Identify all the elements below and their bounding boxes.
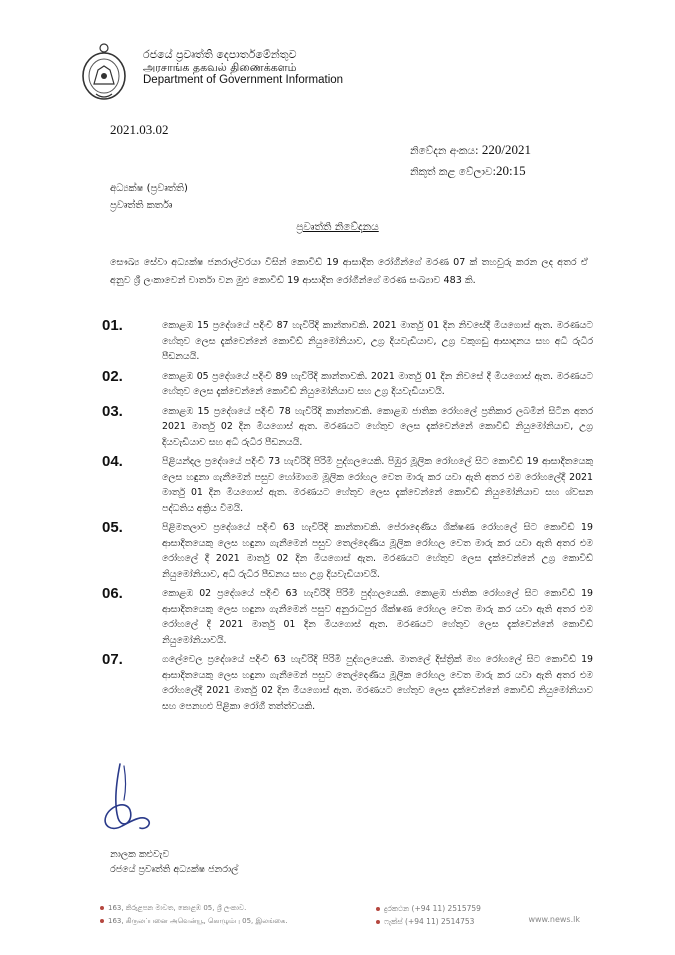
release-meta <box>410 140 580 182</box>
list-item <box>102 317 593 365</box>
case-number: 05. <box>102 519 123 536</box>
list-item <box>102 367 593 400</box>
release-number-value: 220/2021 <box>481 142 531 157</box>
footer-address <box>100 902 288 928</box>
case-number: 07. <box>102 651 123 668</box>
signatory-name: නාලක කළුවැව <box>110 849 170 860</box>
document-heading: ප්‍රවෘත්ති නිවේදනය <box>296 221 379 233</box>
website-link[interactable]: www.news.lk <box>528 915 580 924</box>
bullet-icon <box>376 907 380 911</box>
release-time-label: නිකුත් කළ වේලාව: <box>410 166 497 178</box>
list-item <box>102 519 593 582</box>
bullet-icon <box>100 906 104 910</box>
release-time <box>410 161 580 182</box>
case-text: පිළිමතලාව ප්‍රදේශයේ පදිංචි 63 හැවිරිදි කාන්තාවකි. පේරාදෙණිය ශික්ෂණ රෝහලේ සිට කොවිඩ් 19 ආසාදිතයෙකු ලෙස හඳුනා ගැනීමෙන් පසුව තෙල්දෙණිය මූලික රෝහල වෙත මාරු කර යවා ඇති අතර එම රෝහලේ දී 2021 මාර්තු 02 දින මියගොස් ඇත. මරණයට හේතුව ලෙස දැක්වෙන්නේ උග්‍ර කොවිඩ් නියුමෝනියාව, අධි රුධිර පීඩනය සහ උග්‍ර දියවැඩියාවයි. <box>162 522 593 580</box>
case-text: ගලේවෙල ප්‍රදේශයේ පදිංචි 63 හැවිරිදි පිරිමි පුද්ගලයෙකි. මාතලේ දිස්ත්‍රික් මහ රෝහලේ සිට කොවිඩ් 19 ආසාදිතයෙකු ලෙස හඳුනා ගැනීමෙන් පසුව තෙල්දෙණිය මූලික රෝහල වෙත මාරු කර යවා ඇති අතර එම රෝහලේදී 2021 මාර්තු 02 දින මියගොස් ඇත. මරණයට හේතුව ලෙස දැක්වෙන්නේ කොවිඩ් නියුමෝනියාව සහ පෙනහළු පිළිකා රෝගී තත්ත්වයකි. <box>162 654 593 712</box>
dept-name-sinhala: රජයේ ප්‍රවෘත්ති දෙපාර්තමේන්තුව <box>143 48 297 61</box>
case-text: කොළඹ 02 ප්‍රදේශයේ පදිංචි 63 හැවිරිදි පිරිමි පුද්ගලයෙකි. කොළඹ ජාතික රෝහලේ සිට කොවිඩ් 19 ආසාදිතයෙකු ලෙස හඳුනා ගැනීමෙන් පසුව අනුරාධපුර ශික්ෂණ රෝහල වෙත මාරු කර යවා ඇති අතර එම රෝහලේ දී 2021 මාර්තු 01 දින මියගොස් ඇත. මරණයට හේතුව ලෙස දැක්වෙන්නේ කොවිඩ් නියුමෝනියාවයි. <box>162 588 593 646</box>
recipient-line: අධ්‍යක්ෂ (ප්‍රවෘත්ති) <box>110 183 188 194</box>
recipients <box>110 180 188 214</box>
phone-number: (+94 11) 2515759 <box>411 904 481 913</box>
case-text: කොළඹ 05 ප්‍රදේශයේ පදිංචි 89 හැවිරිදි කාන්තාවකි. 2021 මාර්තු 01 දින නිවසේ දී මියගොස් ඇත. මරණයට හේතුව ලෙස දැක්වෙන්නේ කොවිඩ් නියුමෝනියාව සහ උග්‍ර දියවැඩියාවයි. <box>162 370 593 397</box>
death-cases-list <box>102 317 593 714</box>
sri-lanka-emblem-icon <box>78 40 130 106</box>
fax-label: ෆැක්ස් <box>384 917 403 926</box>
case-number: 02. <box>102 367 123 385</box>
case-number: 04. <box>102 453 123 470</box>
case-number: 01. <box>102 317 123 334</box>
signature-icon <box>96 760 166 842</box>
case-text: කොළඹ 15 ප්‍රදේශයේ පදිංචි 78 හැවිරිදි කාන්තාවකි. කොළඹ ජාතික රෝහලේ ප්‍රතිකාර ලබමින් සිටින අතර 2021 මාර්තු 02 දින මියගොස් ඇත. මරණයට හේතුව ලෙස දැක්වෙන්නේ කොවිඩ් නියුමෝනියාව, උග්‍ර දියවැඩියාව සහ අධි රුධිර පීඩනයයි. <box>162 405 593 448</box>
release-date: 2021.03.02 <box>110 122 169 137</box>
dept-name-tamil: அரசாங்க தகவல் திணைக்களம் <box>143 61 297 74</box>
address-sinhala: 163, කිරුළපන මාවත, කොළඹ 05, ශ්‍රී ලංකාව. <box>108 904 247 912</box>
case-text: පිළියන්දල ප්‍රදේශයේ පදිංචි 73 හැවිරිදි පිරිමි පුද්ගලයෙකි. පිඹුර මූලික රෝහලේ සිට කොවිඩ් 19 ආසාදිතයෙකු ලෙස හඳුනා ගැනීමෙන් පසුව හෝමාගම මූලික රෝහල වෙත මාරු කර යවා ඇති අතර එම රෝහලේදී 2021 මාර්තු 01 දින මියගොස් ඇත. මරණයට හේතුව ලෙස දැක්වෙන්නේ කොවිඩ් නියුමෝනියාව සහ ශ්වසන පද්ධතිය අක්‍රිය වීමයි. <box>162 456 593 514</box>
case-number: 03. <box>102 402 123 420</box>
footer-phones <box>376 902 481 928</box>
list-item <box>102 402 593 451</box>
list-item <box>102 453 593 516</box>
release-number <box>410 140 580 161</box>
bullet-icon <box>100 919 104 923</box>
case-text: කොළඹ 15 ප්‍රදේශයේ පදිංචි 87 හැවිරිදි කාන්තාවකි. 2021 මාර්තු 01 දින නිවසේදී මියගොස් ඇත. මරණයට හේතුව ලෙස දැක්වෙන්නේ කොවිඩ් නියුමෝනියාව, උග්‍ර දියවැඩියාව, උග්‍ර වකුගඩු ආසාදනය සහ අධි රුධිර පීඩනයයි. <box>162 320 593 362</box>
dept-name-english: Department of Government Information <box>143 74 344 86</box>
phone-label: දුරකථන <box>384 904 410 913</box>
fax-number: (+94 11) 2514753 <box>405 917 475 926</box>
release-number-label: නිවේදන අංකය: <box>410 145 479 157</box>
intro-paragraph: සෞඛ්‍ය සේවා අධ්‍යක්ෂ ජනරාල්වරයා විසින් කොවිඩ් 19 ආසාදිත රෝගීන්ගේ මරණ 07 ක් තහවුරු කරන ලද අතර ඒ අනුව ශ්‍රී ලංකාවෙන් වාර්තා වන මුළු කොවිඩ් 19 ආසාදිත රෝගීන්ගේ මරණ සංඛ්‍යාව 483 කි. <box>110 257 588 286</box>
recipient-line: ප්‍රවෘත්ති කර්තෘ <box>110 200 173 211</box>
department-name <box>143 48 343 87</box>
signatory-title: රජයේ ප්‍රවෘත්ති අධ්‍යක්ෂ ජනරාල් <box>110 864 239 875</box>
release-time-value: 20:15 <box>496 163 526 178</box>
bullet-icon <box>376 920 380 924</box>
list-item <box>102 585 593 648</box>
address-tamil: 163, கிருலப்பனை அவென்யூ, கொழும்பு 05, இலங்கை. <box>108 917 288 925</box>
signatory <box>110 847 238 877</box>
letterhead-footer <box>100 900 580 942</box>
case-number: 06. <box>102 585 123 602</box>
list-item <box>102 651 593 714</box>
